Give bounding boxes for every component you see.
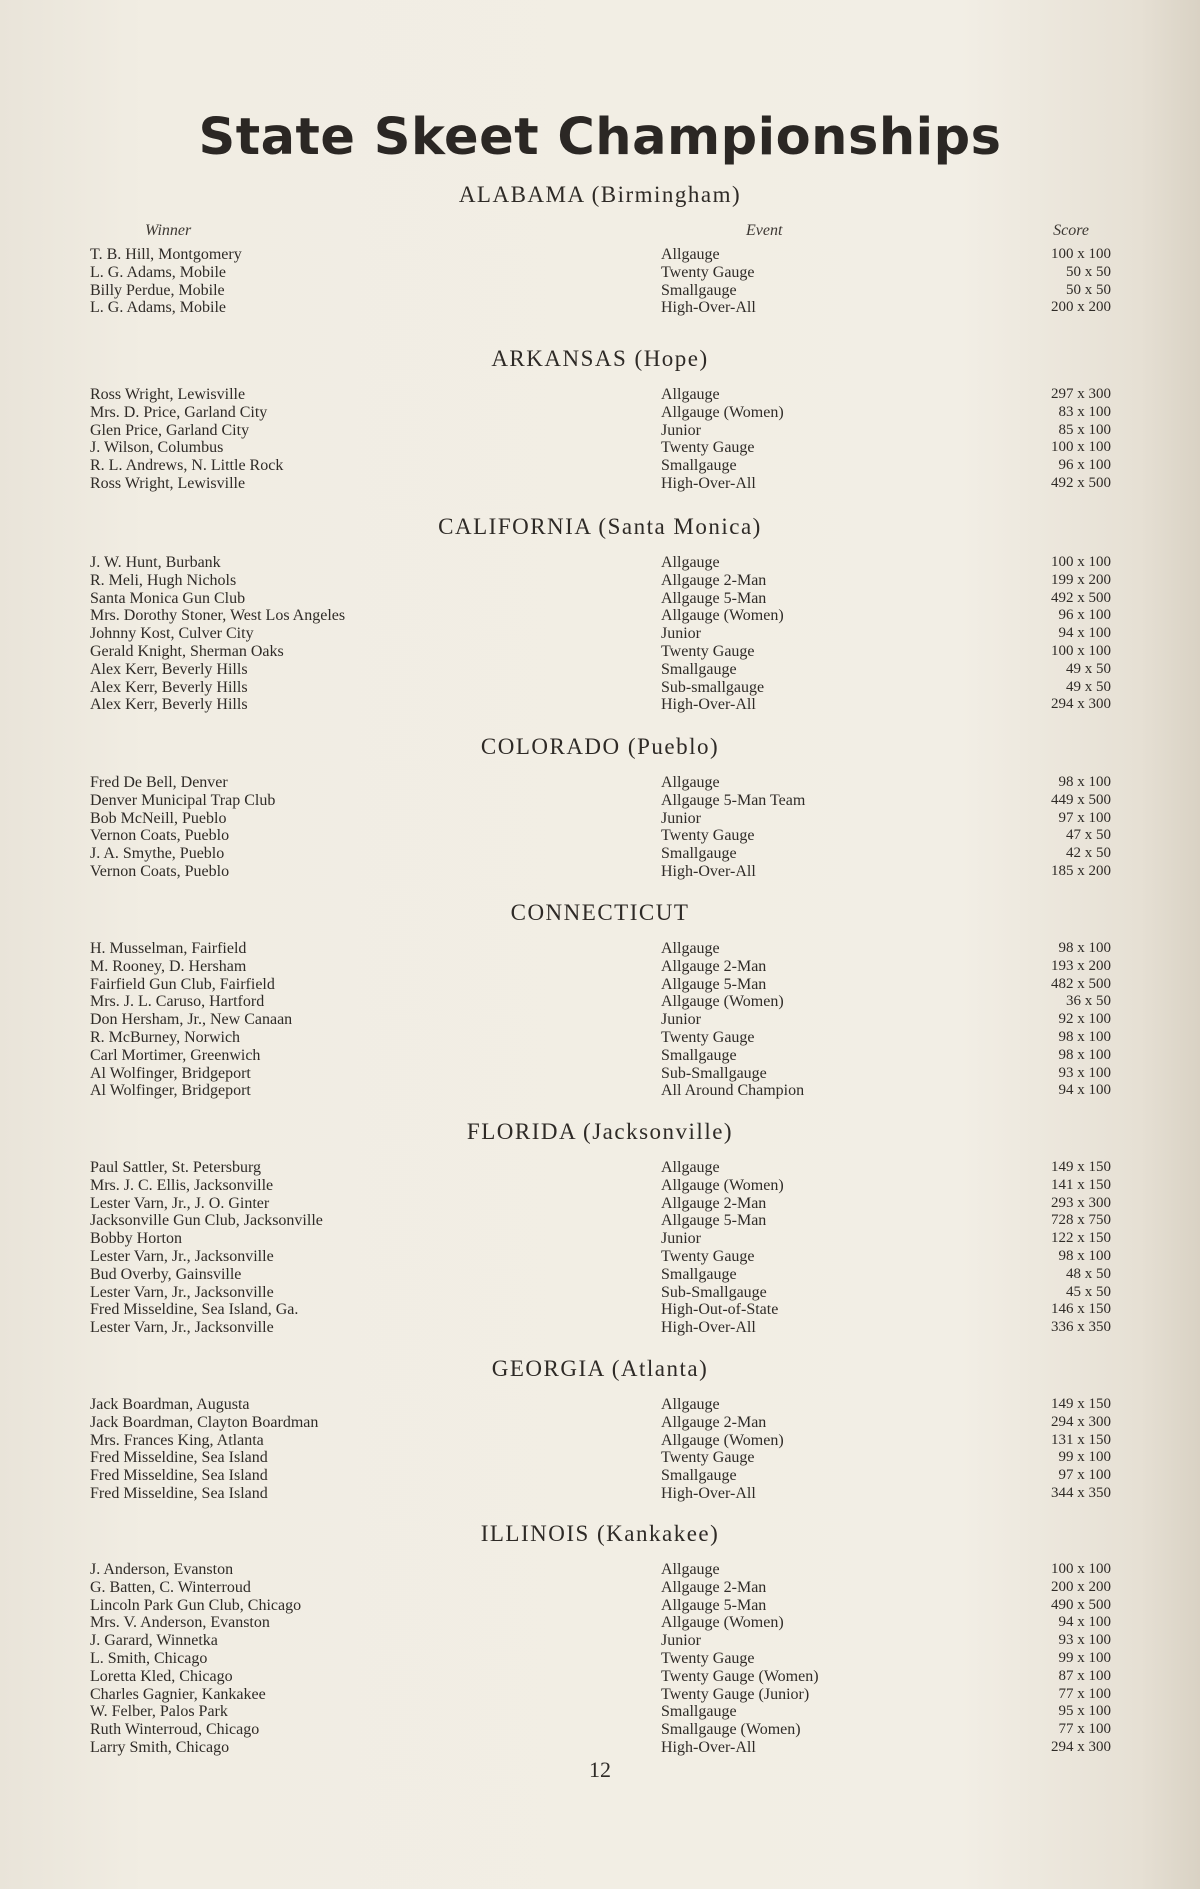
winner-cell: Glen Price, Garland City — [90, 421, 250, 439]
table-row — [0, 976, 1200, 994]
table-row — [0, 1668, 1200, 1686]
score-cell: 50 x 50 — [1066, 281, 1111, 298]
score-cell: 344 x 350 — [1051, 1484, 1111, 1501]
table-row — [0, 246, 1200, 264]
table-row — [0, 1319, 1200, 1337]
score-cell: 100 x 100 — [1051, 642, 1111, 659]
score-cell: 492 x 500 — [1051, 474, 1111, 491]
winner-cell: R. L. Andrews, N. Little Rock — [90, 457, 284, 475]
event-cell: Twenty Gauge — [661, 439, 755, 457]
winner-cell: Fred Misseldine, Sea Island — [90, 1484, 268, 1502]
state-heading: ARKANSAS (Hope) — [491, 346, 709, 371]
table-row — [0, 439, 1200, 457]
table-row — [0, 1739, 1200, 1757]
event-cell: High-Over-All — [661, 299, 756, 317]
score-cell: 77 x 100 — [1058, 1685, 1111, 1702]
event-cell: Allgauge — [661, 940, 720, 957]
winner-cell: Vernon Coats, Pueblo — [90, 862, 230, 880]
score-cell: 49 x 50 — [1066, 678, 1111, 695]
score-cell: 36 x 50 — [1066, 993, 1111, 1010]
event-cell: Twenty Gauge — [661, 263, 755, 281]
state-heading: COLORADO (Pueblo) — [480, 734, 720, 759]
table-row — [0, 792, 1200, 810]
score-cell: 50 x 50 — [1066, 263, 1111, 280]
event-cell: Allgauge 2-Man — [661, 1413, 767, 1431]
table-row — [0, 1632, 1200, 1650]
winner-cell: G. Batten, C. Winterroud — [90, 1578, 251, 1596]
winner-cell: R. Meli, Hugh Nichols — [90, 571, 237, 589]
event-cell: Junior — [661, 1230, 701, 1248]
results-table — [0, 554, 1200, 714]
score-cell: 141 x 150 — [1051, 1176, 1111, 1193]
event-cell: Twenty Gauge — [661, 1649, 755, 1667]
results-table — [0, 246, 1200, 317]
score-cell: 98 x 100 — [1058, 1028, 1111, 1045]
event-cell: Smallgauge — [661, 1703, 737, 1721]
score-cell: 98 x 100 — [1058, 1247, 1111, 1264]
winner-cell: Fred De Bell, Denver — [90, 774, 228, 791]
event-cell: Junior — [661, 809, 701, 827]
score-cell: 45 x 50 — [1066, 1283, 1111, 1300]
state-heading: GEORGIA (Atlanta) — [491, 1356, 709, 1381]
table-row — [0, 810, 1200, 828]
winner-cell: T. B. Hill, Montgomery — [90, 246, 242, 263]
winner-cell: Loretta Kled, Chicago — [90, 1667, 233, 1685]
state-heading: ILLINOIS (Kankakee) — [480, 1521, 720, 1546]
score-cell: 98 x 100 — [1058, 774, 1111, 790]
state-section — [0, 898, 1200, 1100]
table-row — [0, 845, 1200, 863]
event-cell: Sub-Smallgauge — [661, 1064, 767, 1082]
score-cell: 293 x 300 — [1051, 1194, 1111, 1211]
winner-cell: Mrs. J. L. Caruso, Hartford — [90, 993, 265, 1011]
table-row — [0, 661, 1200, 679]
winner-cell: Alex Kerr, Beverly Hills — [90, 660, 248, 678]
table-row — [0, 1159, 1200, 1177]
winner-cell: Alex Kerr, Beverly Hills — [90, 696, 248, 714]
winner-cell: Bud Overby, Gainsville — [90, 1265, 242, 1283]
event-cell: High-Over-All — [661, 696, 756, 714]
event-cell: All Around Champion — [661, 1082, 805, 1100]
score-cell: 96 x 100 — [1058, 607, 1111, 624]
results-table — [0, 1561, 1200, 1757]
event-cell: Twenty Gauge (Women) — [661, 1667, 819, 1685]
event-cell: Allgauge 2-Man — [661, 1578, 767, 1596]
table-row — [0, 1561, 1200, 1579]
event-cell: Allgauge 2-Man — [661, 1194, 767, 1212]
table-row — [0, 1284, 1200, 1302]
winner-cell: Paul Sattler, St. Petersburg — [90, 1159, 262, 1176]
event-cell: High-Over-All — [661, 1738, 756, 1756]
score-cell: 185 x 200 — [1051, 862, 1111, 879]
winner-cell: Don Hersham, Jr., New Canaan — [90, 1011, 293, 1029]
event-cell: Smallgauge — [661, 660, 737, 678]
winner-cell: Jack Boardman, Augusta — [90, 1396, 250, 1413]
table-row — [0, 1614, 1200, 1632]
table-row — [0, 1579, 1200, 1597]
winner-cell: Al Wolfinger, Bridgeport — [90, 1082, 251, 1100]
results-table — [0, 774, 1200, 881]
score-cell: 42 x 50 — [1066, 845, 1111, 862]
table-row — [0, 572, 1200, 590]
event-cell: Allgauge 5-Man — [661, 1212, 767, 1230]
event-cell: Allgauge — [661, 774, 720, 791]
event-cell: Twenty Gauge (Junior) — [661, 1685, 810, 1703]
state-section — [0, 512, 1200, 714]
event-cell: Twenty Gauge — [661, 642, 755, 660]
score-cell: 93 x 100 — [1058, 1632, 1111, 1649]
winner-cell: Mrs. J. C. Ellis, Jacksonville — [90, 1176, 274, 1194]
event-cell: Allgauge (Women) — [661, 1431, 784, 1449]
event-cell: Twenty Gauge — [661, 827, 755, 845]
score-cell: 490 x 500 — [1051, 1596, 1111, 1613]
event-cell: Smallgauge — [661, 1265, 737, 1283]
winner-cell: Fred Misseldine, Sea Island, Ga. — [90, 1301, 299, 1319]
event-cell: Smallgauge — [661, 1467, 737, 1485]
winner-cell: J. W. Hunt, Burbank — [90, 554, 221, 571]
score-column-header: Score — [1053, 222, 1089, 239]
winner-cell: Lester Varn, Jr., J. O. Ginter — [90, 1194, 270, 1212]
table-row — [0, 1065, 1200, 1083]
winner-cell: Al Wolfinger, Bridgeport — [90, 1064, 251, 1082]
winner-cell: Lester Varn, Jr., Jacksonville — [90, 1319, 274, 1337]
state-section — [0, 344, 1200, 493]
table-row — [0, 1721, 1200, 1739]
table-row — [0, 607, 1200, 625]
score-cell: 200 x 200 — [1051, 1578, 1111, 1595]
score-cell: 492 x 500 — [1051, 589, 1111, 606]
score-cell: 93 x 100 — [1058, 1064, 1111, 1081]
table-row — [0, 1650, 1200, 1668]
score-cell: 449 x 500 — [1051, 791, 1111, 808]
score-cell: 149 x 150 — [1051, 1396, 1111, 1412]
event-cell: Allgauge 5-Man — [661, 1596, 767, 1614]
event-cell: Allgauge 2-Man — [661, 571, 767, 589]
table-row — [0, 1047, 1200, 1065]
score-cell: 94 x 100 — [1058, 625, 1111, 642]
table-row — [0, 1177, 1200, 1195]
winner-cell: Bobby Horton — [90, 1230, 182, 1248]
winner-cell: Ross Wright, Lewisville — [90, 474, 246, 492]
event-column-header: Event — [746, 222, 783, 239]
event-cell: Allgauge — [661, 1396, 720, 1413]
table-row — [0, 1485, 1200, 1503]
score-cell: 87 x 100 — [1058, 1667, 1111, 1684]
score-cell: 94 x 100 — [1058, 1082, 1111, 1099]
table-row — [0, 1467, 1200, 1485]
event-cell: Twenty Gauge — [661, 1028, 755, 1046]
results-table — [0, 940, 1200, 1100]
event-cell: Smallgauge — [661, 457, 737, 475]
event-cell: Allgauge (Women) — [661, 607, 784, 625]
state-heading: CALIFORNIA (Santa Monica) — [438, 514, 762, 539]
winner-column-header: Winner — [145, 222, 192, 239]
table-row — [0, 1212, 1200, 1230]
table-row — [0, 475, 1200, 493]
event-cell: Smallgauge — [661, 845, 737, 863]
score-cell: 149 x 150 — [1051, 1159, 1111, 1175]
winner-cell: Lester Varn, Jr., Jacksonville — [90, 1247, 274, 1265]
table-row — [0, 940, 1200, 958]
winner-cell: R. McBurney, Norwich — [90, 1028, 241, 1046]
state-section — [0, 1117, 1200, 1337]
event-cell: Allgauge — [661, 386, 720, 403]
score-cell: 92 x 100 — [1058, 1011, 1111, 1028]
score-cell: 336 x 350 — [1051, 1319, 1111, 1336]
score-cell: 95 x 100 — [1058, 1703, 1111, 1720]
winner-cell: Gerald Knight, Sherman Oaks — [90, 642, 284, 660]
event-cell: Allgauge (Women) — [661, 1614, 784, 1632]
table-row — [0, 958, 1200, 976]
score-cell: 97 x 100 — [1058, 1467, 1111, 1484]
results-table — [0, 1396, 1200, 1503]
table-row — [0, 282, 1200, 300]
winner-cell: Johnny Kost, Culver City — [90, 625, 254, 643]
score-cell: 122 x 150 — [1051, 1230, 1111, 1247]
score-cell: 99 x 100 — [1058, 1449, 1111, 1466]
event-cell: Allgauge 5-Man Team — [661, 791, 806, 809]
table-row — [0, 386, 1200, 404]
event-cell: Allgauge 2-Man — [661, 957, 767, 975]
score-cell: 294 x 300 — [1051, 1738, 1111, 1755]
score-cell: 85 x 100 — [1058, 421, 1111, 438]
table-row — [0, 863, 1200, 881]
winner-cell: Santa Monica Gun Club — [90, 589, 246, 607]
event-cell: Sub-smallgauge — [661, 678, 765, 696]
table-row — [0, 625, 1200, 643]
table-row — [0, 554, 1200, 572]
winner-cell: Mrs. Dorothy Stoner, West Los Angeles — [90, 607, 346, 625]
score-cell: 728 x 750 — [1051, 1212, 1111, 1229]
column-headers — [0, 222, 1200, 246]
results-table — [0, 1159, 1200, 1337]
winner-cell: Charles Gagnier, Kankakee — [90, 1685, 266, 1703]
state-heading: FLORIDA (Jacksonville) — [466, 1119, 734, 1144]
winner-cell: Mrs. V. Anderson, Evanston — [90, 1614, 270, 1632]
winner-cell: Jack Boardman, Clayton Boardman — [90, 1413, 319, 1431]
score-cell: 99 x 100 — [1058, 1649, 1111, 1666]
table-row — [0, 679, 1200, 697]
winner-cell: Mrs. Frances King, Atlanta — [90, 1431, 264, 1449]
score-cell: 146 x 150 — [1051, 1301, 1111, 1318]
table-row — [0, 1597, 1200, 1615]
event-cell: Allgauge — [661, 1561, 720, 1578]
winner-cell: Lester Varn, Jr., Jacksonville — [90, 1283, 274, 1301]
winner-cell: J. Wilson, Columbus — [90, 439, 224, 457]
event-cell: High-Over-All — [661, 474, 756, 492]
winner-cell: Fred Misseldine, Sea Island — [90, 1467, 268, 1485]
table-row — [0, 1230, 1200, 1248]
event-cell: Junior — [661, 625, 701, 643]
winner-cell: Carl Mortimer, Greenwich — [90, 1046, 261, 1064]
winner-cell: Ross Wright, Lewisville — [90, 386, 246, 403]
event-cell: High-Over-All — [661, 1484, 756, 1502]
score-cell: 131 x 150 — [1051, 1431, 1111, 1448]
score-cell: 199 x 200 — [1051, 571, 1111, 588]
table-row — [0, 1414, 1200, 1432]
table-row — [0, 993, 1200, 1011]
score-cell: 98 x 100 — [1058, 1046, 1111, 1063]
score-cell: 96 x 100 — [1058, 457, 1111, 474]
table-row — [0, 1432, 1200, 1450]
event-cell: Allgauge 5-Man — [661, 589, 767, 607]
state-section — [0, 1354, 1200, 1503]
table-row — [0, 457, 1200, 475]
winner-cell: W. Felber, Palos Park — [90, 1703, 228, 1721]
winner-cell: L. G. Adams, Mobile — [90, 299, 226, 317]
table-row — [0, 1301, 1200, 1319]
page-title: State Skeet Championships — [198, 108, 1002, 167]
winner-cell: J. A. Smythe, Pueblo — [90, 845, 225, 863]
event-cell: Twenty Gauge — [661, 1247, 755, 1265]
score-cell: 100 x 100 — [1051, 554, 1111, 570]
event-cell: High-Out-of-State — [661, 1301, 779, 1319]
event-cell: Junior — [661, 1011, 701, 1029]
event-cell: Smallgauge — [661, 1046, 737, 1064]
table-row — [0, 1449, 1200, 1467]
event-cell: Allgauge (Women) — [661, 1176, 784, 1194]
state-heading: CONNECTICUT — [510, 900, 690, 925]
table-row — [0, 299, 1200, 317]
table-row — [0, 1082, 1200, 1100]
state-section — [0, 1519, 1200, 1757]
table-row — [0, 643, 1200, 661]
score-cell: 83 x 100 — [1058, 403, 1111, 420]
table-row — [0, 1703, 1200, 1721]
score-cell: 94 x 100 — [1058, 1614, 1111, 1631]
state-heading: ALABAMA (Birmingham) — [458, 182, 742, 207]
event-cell: High-Over-All — [661, 1319, 756, 1337]
event-cell: Sub-Smallgauge — [661, 1283, 767, 1301]
page-number: 12 — [589, 1757, 611, 1782]
event-cell: Allgauge (Women) — [661, 993, 784, 1011]
winner-cell: Alex Kerr, Beverly Hills — [90, 678, 248, 696]
score-cell: 200 x 200 — [1051, 299, 1111, 316]
winner-cell: Ruth Winterroud, Chicago — [90, 1721, 260, 1739]
score-cell: 294 x 300 — [1051, 1413, 1111, 1430]
table-row — [0, 422, 1200, 440]
table-row — [0, 827, 1200, 845]
event-cell: Allgauge — [661, 554, 720, 571]
table-row — [0, 1396, 1200, 1414]
table-row — [0, 1686, 1200, 1704]
score-cell: 100 x 100 — [1051, 246, 1111, 262]
event-cell: Smallgauge (Women) — [661, 1721, 801, 1739]
winner-cell: Bob McNeill, Pueblo — [90, 809, 227, 827]
score-cell: 47 x 50 — [1066, 827, 1111, 844]
event-cell: Junior — [661, 421, 701, 439]
score-cell: 97 x 100 — [1058, 809, 1111, 826]
score-cell: 297 x 300 — [1051, 386, 1111, 402]
table-row — [0, 590, 1200, 608]
score-cell: 77 x 100 — [1058, 1721, 1111, 1738]
winner-cell: L. Smith, Chicago — [90, 1649, 208, 1667]
score-cell: 100 x 100 — [1051, 1561, 1111, 1577]
score-cell: 294 x 300 — [1051, 696, 1111, 713]
winner-cell: Mrs. D. Price, Garland City — [90, 403, 268, 421]
event-cell: Allgauge (Women) — [661, 403, 784, 421]
results-table — [0, 386, 1200, 493]
table-row — [0, 1011, 1200, 1029]
winner-cell: Denver Municipal Trap Club — [90, 791, 276, 809]
winner-cell: J. Anderson, Evanston — [90, 1561, 234, 1578]
table-row — [0, 1195, 1200, 1213]
table-row — [0, 1248, 1200, 1266]
score-cell: 98 x 100 — [1058, 940, 1111, 956]
winner-cell: M. Rooney, D. Hersham — [90, 957, 247, 975]
winner-cell: Lincoln Park Gun Club, Chicago — [90, 1596, 302, 1614]
event-cell: Allgauge 5-Man — [661, 975, 767, 993]
event-cell: Twenty Gauge — [661, 1449, 755, 1467]
score-cell: 482 x 500 — [1051, 975, 1111, 992]
winner-cell: Billy Perdue, Mobile — [90, 281, 225, 299]
table-row — [0, 696, 1200, 714]
score-cell: 48 x 50 — [1066, 1265, 1111, 1282]
winner-cell: Larry Smith, Chicago — [90, 1738, 230, 1756]
winner-cell: J. Garard, Winnetka — [90, 1632, 218, 1650]
score-cell: 49 x 50 — [1066, 660, 1111, 677]
score-cell: 100 x 100 — [1051, 439, 1111, 456]
event-cell: Allgauge — [661, 1159, 720, 1176]
winner-cell: L. G. Adams, Mobile — [90, 263, 226, 281]
table-row — [0, 404, 1200, 422]
winner-cell: Fred Misseldine, Sea Island — [90, 1449, 268, 1467]
event-cell: Allgauge — [661, 246, 720, 263]
score-cell: 193 x 200 — [1051, 957, 1111, 974]
table-row — [0, 774, 1200, 792]
winner-cell: H. Musselman, Fairfield — [90, 940, 247, 957]
table-row — [0, 1029, 1200, 1047]
event-cell: Junior — [661, 1632, 701, 1650]
table-row — [0, 1266, 1200, 1284]
winner-cell: Fairfield Gun Club, Fairfield — [90, 975, 275, 993]
state-section — [0, 180, 1200, 317]
event-cell: Smallgauge — [661, 281, 737, 299]
winner-cell: Jacksonville Gun Club, Jacksonville — [90, 1212, 323, 1230]
event-cell: High-Over-All — [661, 862, 756, 880]
winner-cell: Vernon Coats, Pueblo — [90, 827, 230, 845]
state-section — [0, 732, 1200, 881]
table-row — [0, 264, 1200, 282]
